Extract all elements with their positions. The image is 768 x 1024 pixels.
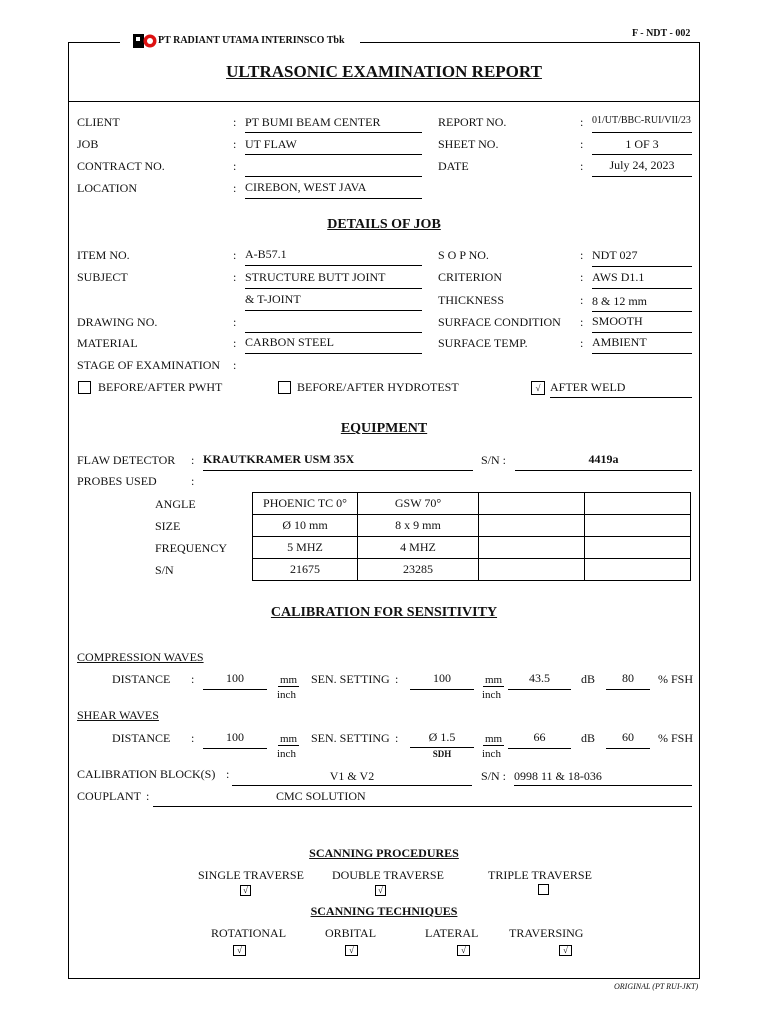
probe3-frequency xyxy=(479,537,585,559)
probe-row-label-angle: ANGLE xyxy=(155,497,196,511)
client-colon: : xyxy=(233,115,237,129)
couplant-label: COUPLANT xyxy=(77,789,142,803)
table-row xyxy=(253,559,691,581)
probe-row-label-frequency: FREQUENCY xyxy=(155,541,228,555)
single-traverse-checkbox[interactable]: √ xyxy=(240,885,251,896)
location-value: CIREBON, WEST JAVA xyxy=(245,180,422,199)
sop-value: NDT 027 xyxy=(592,248,692,267)
calibration-heading: CALIBRATION FOR SENSITIVITY xyxy=(270,605,498,620)
contract-value xyxy=(245,159,422,177)
shear-distance-label: DISTANCE xyxy=(112,731,171,745)
criterion-label: CRITERION xyxy=(438,270,502,284)
comp-db-unit: dB xyxy=(581,672,596,686)
job-label: JOB xyxy=(77,137,99,151)
probe1-size: Ø 10 mm xyxy=(253,515,358,537)
comp-sen-colon: : xyxy=(395,672,399,686)
comp-distance-inch: inch xyxy=(277,689,296,701)
surface-temp-label: SURFACE TEMP. xyxy=(438,336,528,350)
calibration-block-sn-value: 0998 11 & 18-036 xyxy=(514,769,692,786)
sheet-colon: : xyxy=(580,137,584,151)
rotational-label: ROTATIONAL xyxy=(211,926,287,940)
stage-hydrotest-label: BEFORE/AFTER HYDROTEST xyxy=(297,380,459,394)
scanning-techniques-heading: SCANNING TECHNIQUES xyxy=(310,904,458,918)
report-colon: : xyxy=(580,115,584,129)
subject-value-line1: STRUCTURE BUTT JOINT xyxy=(245,270,422,289)
client-label: CLIENT xyxy=(77,115,120,129)
probe4-size xyxy=(585,515,691,537)
footer-note: ORIGINAL (PT RUI-JKT) xyxy=(614,982,699,991)
probes-table xyxy=(252,492,691,581)
flaw-detector-sn-label: S/N : xyxy=(481,453,507,467)
material-colon: : xyxy=(233,336,237,350)
calibration-block-label: CALIBRATION BLOCK(S) xyxy=(77,767,216,781)
probe2-frequency: 4 MHZ xyxy=(358,537,479,559)
item-label: ITEM NO. xyxy=(77,248,130,262)
probe1-sn: 21675 xyxy=(253,559,358,581)
stage-pwht-label: BEFORE/AFTER PWHT xyxy=(98,380,223,394)
shear-db-value: 66 xyxy=(508,730,571,749)
probe-row-label-sn: S/N xyxy=(155,563,174,577)
sheet-value: 1 OF 3 xyxy=(592,137,692,155)
drawing-colon: : xyxy=(233,315,237,329)
probe-row-label-size: SIZE xyxy=(155,519,181,533)
page-title: ULTRASONIC EXAMINATION REPORT xyxy=(226,62,542,81)
flaw-detector-colon: : xyxy=(191,453,195,467)
probe3-angle xyxy=(479,493,585,515)
double-traverse-label: DOUBLE TRAVERSE xyxy=(332,868,444,882)
probe4-frequency xyxy=(585,537,691,559)
subject-colon: : xyxy=(233,270,237,284)
calibration-block-value: V1 & V2 xyxy=(232,769,472,786)
calibration-block-sn-label: S/N : xyxy=(481,769,507,783)
location-label: LOCATION xyxy=(77,181,137,195)
job-colon: : xyxy=(233,137,237,151)
probe4-angle xyxy=(585,493,691,515)
comp-fsh-value: 80 xyxy=(606,671,650,690)
surface-temp-value: AMBIENT xyxy=(592,335,692,354)
lateral-label: LATERAL xyxy=(425,926,479,940)
surface-condition-value: SMOOTH xyxy=(592,314,692,333)
surface-condition-label: SURFACE CONDITION xyxy=(438,315,561,329)
lateral-checkbox[interactable]: √ xyxy=(457,945,470,956)
flaw-detector-value: KRAUTKRAMER USM 35X xyxy=(203,452,473,471)
traversing-label: TRAVERSING xyxy=(509,926,584,940)
stage-after-weld-checkbox[interactable]: √ xyxy=(531,381,545,395)
orbital-checkbox[interactable]: √ xyxy=(345,945,358,956)
comp-sen-mm: mm xyxy=(485,674,503,686)
shear-sen-label: SEN. SETTING xyxy=(311,731,390,745)
shear-distance-value: 100 xyxy=(203,730,267,749)
date-colon: : xyxy=(580,159,584,173)
stage-colon: : xyxy=(233,358,237,372)
title-divider xyxy=(68,101,700,102)
criterion-colon: : xyxy=(580,270,584,284)
shear-distance-inch: inch xyxy=(277,748,296,760)
shear-sen-value: Ø 1.5 xyxy=(410,730,474,748)
contract-colon: : xyxy=(233,159,237,173)
probe4-sn xyxy=(585,559,691,581)
shear-distance-mm: mm xyxy=(280,733,298,745)
shear-sen-sdh: SDH xyxy=(432,749,452,759)
comp-sen-value: 100 xyxy=(410,671,474,690)
shear-sen-mm: mm xyxy=(485,733,503,745)
probe3-sn xyxy=(479,559,585,581)
double-traverse-checkbox[interactable]: √ xyxy=(375,885,386,896)
material-value: CARBON STEEL xyxy=(245,335,422,354)
probes-label: PROBES USED xyxy=(77,474,157,488)
orbital-label: ORBITAL xyxy=(325,926,377,940)
report-label: REPORT NO. xyxy=(438,115,507,129)
thickness-colon: : xyxy=(580,293,584,307)
client-value: PT BUMI BEAM CENTER xyxy=(245,115,422,133)
subject-label: SUBJECT xyxy=(77,270,128,284)
material-label: MATERIAL xyxy=(77,336,138,350)
details-heading: DETAILS OF JOB xyxy=(327,217,441,232)
sheet-label: SHEET NO. xyxy=(438,137,499,151)
contract-label: CONTRACT NO. xyxy=(77,159,165,173)
form-number: F - NDT - 002 xyxy=(632,28,691,39)
traversing-checkbox[interactable]: √ xyxy=(559,945,572,956)
drawing-value xyxy=(245,314,422,333)
company-logo-icon xyxy=(133,33,157,49)
criterion-value: AWS D1.1 xyxy=(592,270,692,289)
drawing-label: DRAWING NO. xyxy=(77,315,158,329)
probe1-angle: PHOENIC TC 0° xyxy=(253,493,358,515)
calibration-block-colon: : xyxy=(226,767,230,781)
report-value: 01/UT/BBC-RUI/VII/23 xyxy=(592,115,692,133)
date-value: July 24, 2023 xyxy=(592,158,692,177)
subject-value-line2: & T-JOINT xyxy=(245,292,422,311)
triple-traverse-checkbox[interactable] xyxy=(538,884,549,895)
probes-colon: : xyxy=(191,474,195,488)
comp-sen-label: SEN. SETTING xyxy=(311,672,390,686)
sop-colon: : xyxy=(580,248,584,262)
shear-sen-inch: inch xyxy=(482,748,501,760)
couplant-colon: : xyxy=(146,789,150,803)
scanning-procedures-heading: SCANNING PROCEDURES xyxy=(309,846,459,860)
company-name: PT RADIANT UTAMA INTERINSCO Tbk xyxy=(158,35,345,46)
table-row xyxy=(253,515,691,537)
comp-sen-inch: inch xyxy=(482,689,501,701)
sop-label: S O P NO. xyxy=(438,248,489,262)
surface-temp-colon: : xyxy=(580,336,584,350)
stage-label: STAGE OF EXAMINATION xyxy=(77,358,221,372)
date-label: DATE xyxy=(438,159,469,173)
thickness-label: THICKNESS xyxy=(438,293,505,307)
couplant-value: CMC SOLUTION xyxy=(153,789,692,807)
comp-db-value: 43.5 xyxy=(508,671,571,690)
table-row xyxy=(253,537,691,559)
shear-distance-colon: : xyxy=(191,731,195,745)
shear-waves-label: SHEAR WAVES xyxy=(77,708,159,722)
shear-fsh-value: 60 xyxy=(606,730,650,749)
probe2-size: 8 x 9 mm xyxy=(358,515,479,537)
location-colon: : xyxy=(233,181,237,195)
comp-distance-mm: mm xyxy=(280,674,298,686)
flaw-detector-sn-value: 4419a xyxy=(515,452,692,471)
triple-traverse-label: TRIPLE TRAVERSE xyxy=(488,868,592,882)
probe2-angle: GSW 70° xyxy=(358,493,479,515)
probe3-size xyxy=(479,515,585,537)
stage-hydrotest-checkbox[interactable] xyxy=(278,381,291,394)
comp-fsh-unit: % FSH xyxy=(658,672,694,686)
comp-distance-value: 100 xyxy=(203,671,267,690)
thickness-value: 8 & 12 mm xyxy=(592,294,692,312)
shear-sen-colon: : xyxy=(395,731,399,745)
item-value: A-B57.1 xyxy=(245,247,422,266)
shear-fsh-unit: % FSH xyxy=(658,731,694,745)
probe1-frequency: 5 MHZ xyxy=(253,537,358,559)
equipment-heading: EQUIPMENT xyxy=(340,421,428,436)
stage-after-weld-label: AFTER WELD xyxy=(550,380,692,398)
shear-db-unit: dB xyxy=(581,731,596,745)
single-traverse-label: SINGLE TRAVERSE xyxy=(198,868,304,882)
compression-waves-label: COMPRESSION WAVES xyxy=(77,650,204,664)
item-colon: : xyxy=(233,248,237,262)
surface-condition-colon: : xyxy=(580,315,584,329)
comp-distance-colon: : xyxy=(191,672,195,686)
table-row xyxy=(253,493,691,515)
stage-pwht-checkbox[interactable] xyxy=(78,381,91,394)
flaw-detector-label: FLAW DETECTOR xyxy=(77,453,176,467)
job-value: UT FLAW xyxy=(245,137,422,155)
rotational-checkbox[interactable]: √ xyxy=(233,945,246,956)
comp-distance-label: DISTANCE xyxy=(112,672,171,686)
probe2-sn: 23285 xyxy=(358,559,479,581)
